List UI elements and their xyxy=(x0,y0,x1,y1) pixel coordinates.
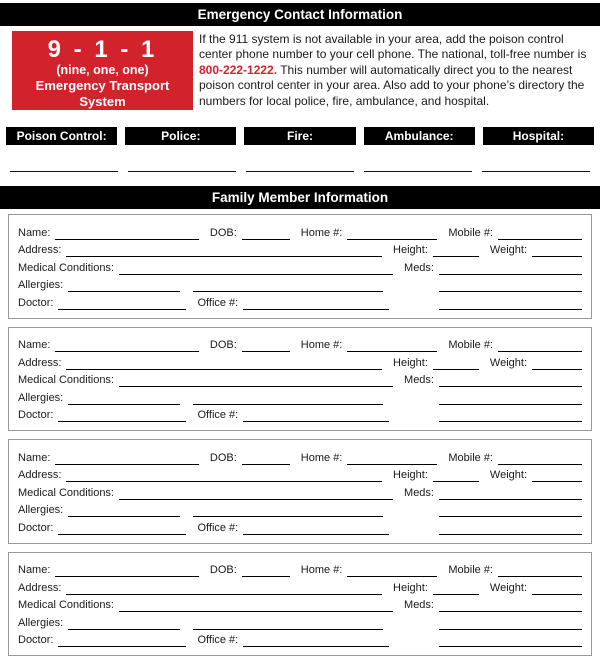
medical-conditions-label: Medical Conditions: xyxy=(18,373,119,387)
family-member-list xyxy=(0,214,600,656)
medical-conditions-label: Medical Conditions: xyxy=(18,486,119,500)
office-phone-label: Office #: xyxy=(197,408,243,422)
poison-control-number-line[interactable] xyxy=(10,171,118,172)
contact-label-hospital: Hospital: xyxy=(483,127,594,145)
family-row-identity xyxy=(18,222,582,240)
office-phone-line[interactable] xyxy=(243,522,389,535)
family-row-identity xyxy=(18,447,582,465)
address-line[interactable] xyxy=(66,469,382,482)
office-phone-line[interactable] xyxy=(243,409,389,422)
911-box xyxy=(12,31,193,110)
poison-control-phone-number: 800-222-1222. xyxy=(199,63,277,77)
address-label: Address: xyxy=(18,356,66,370)
meds-label: Meds: xyxy=(404,373,439,387)
contact-label-police: Police: xyxy=(125,127,236,145)
family-member-block xyxy=(8,327,592,432)
dob-line[interactable] xyxy=(242,339,290,352)
meds-continued-line[interactable] xyxy=(439,392,582,405)
weight-label: Weight: xyxy=(490,581,532,595)
name-line[interactable] xyxy=(55,452,198,465)
allergies-label: Allergies: xyxy=(18,616,68,630)
family-row-identity xyxy=(18,560,582,578)
address-line[interactable] xyxy=(66,357,382,370)
address-label: Address: xyxy=(18,468,66,482)
office-phone-label: Office #: xyxy=(197,633,243,647)
meds-continued-line[interactable] xyxy=(439,279,582,292)
office-phone-line[interactable] xyxy=(243,634,389,647)
meds-continued-line[interactable] xyxy=(439,617,582,630)
emergency-contact-labels-row xyxy=(0,127,600,145)
mobile-phone-label: Mobile #: xyxy=(448,226,498,240)
doctor-line[interactable] xyxy=(58,297,186,310)
office-phone-label: Office #: xyxy=(197,296,243,310)
police-number-line[interactable] xyxy=(128,171,236,172)
family-section-header xyxy=(0,186,600,209)
911-caption: Emergency Transport System xyxy=(12,78,193,110)
weight-line[interactable] xyxy=(532,582,582,595)
hospital-number-line[interactable] xyxy=(482,171,590,172)
weight-line[interactable] xyxy=(532,357,582,370)
home-phone-line[interactable] xyxy=(347,564,437,577)
meds-continued-line-2[interactable] xyxy=(439,409,582,422)
paragraph-text-after: This number will automatically direct you to the nearest poison control center in your area. Also add to your phone’s directory the numbers for local police, fire, ambulance, and hospital. xyxy=(199,63,584,108)
height-label: Height: xyxy=(393,356,433,370)
weight-label: Weight: xyxy=(490,356,532,370)
family-row-doctor xyxy=(18,405,582,423)
mobile-phone-label: Mobile #: xyxy=(448,451,498,465)
family-row-allergies xyxy=(18,500,582,518)
family-row-address xyxy=(18,352,582,370)
home-phone-line[interactable] xyxy=(347,227,437,240)
dob-label: DOB: xyxy=(210,451,242,465)
meds-continued-line-2[interactable] xyxy=(439,634,582,647)
dob-line[interactable] xyxy=(242,564,290,577)
contact-label-poison-control: Poison Control: xyxy=(6,127,117,145)
height-label: Height: xyxy=(393,581,433,595)
allergies-continued-line[interactable] xyxy=(193,617,383,630)
name-label: Name: xyxy=(18,338,55,352)
weight-line[interactable] xyxy=(532,469,582,482)
paragraph-text-before: If the 911 system is not available in your area, add the poison control center phone number to your cell phone. The national, toll-free number is xyxy=(199,32,586,61)
meds-continued-line-2[interactable] xyxy=(439,522,582,535)
meds-label: Meds: xyxy=(404,598,439,612)
family-row-allergies xyxy=(18,387,582,405)
family-row-address xyxy=(18,577,582,595)
allergies-line[interactable] xyxy=(68,504,180,517)
allergies-line[interactable] xyxy=(68,392,180,405)
allergies-continued-line[interactable] xyxy=(193,504,383,517)
name-label: Name: xyxy=(18,451,55,465)
allergies-label: Allergies: xyxy=(18,391,68,405)
ambulance-number-line[interactable] xyxy=(364,171,472,172)
doctor-line[interactable] xyxy=(58,634,186,647)
name-line[interactable] xyxy=(55,227,198,240)
mobile-phone-label: Mobile #: xyxy=(448,338,498,352)
doctor-line[interactable] xyxy=(58,409,186,422)
dob-line[interactable] xyxy=(242,227,290,240)
emergency-contact-form xyxy=(0,3,600,626)
meds-continued-line[interactable] xyxy=(439,504,582,517)
emergency-contact-blanks-row xyxy=(0,171,600,172)
medical-conditions-label: Medical Conditions: xyxy=(18,598,119,612)
meds-line[interactable] xyxy=(439,262,582,275)
allergies-line[interactable] xyxy=(68,279,180,292)
name-line[interactable] xyxy=(55,339,198,352)
address-label: Address: xyxy=(18,581,66,595)
emergency-section-title: Emergency Contact Information xyxy=(198,7,403,22)
dob-line[interactable] xyxy=(242,452,290,465)
family-member-block xyxy=(8,214,592,319)
weight-line[interactable] xyxy=(532,244,582,257)
mobile-phone-label: Mobile #: xyxy=(448,563,498,577)
allergies-label: Allergies: xyxy=(18,503,68,517)
911-number: 9 - 1 - 1 xyxy=(12,37,193,63)
height-label: Height: xyxy=(393,468,433,482)
family-row-address xyxy=(18,465,582,483)
address-label: Address: xyxy=(18,243,66,257)
medical-conditions-label: Medical Conditions: xyxy=(18,261,119,275)
intro-section xyxy=(12,31,588,110)
meds-line[interactable] xyxy=(439,374,582,387)
address-line[interactable] xyxy=(66,582,382,595)
contact-label-fire: Fire: xyxy=(244,127,355,145)
family-row-address xyxy=(18,240,582,258)
meds-label: Meds: xyxy=(404,261,439,275)
doctor-label: Doctor: xyxy=(18,521,58,535)
family-row-doctor xyxy=(18,630,582,648)
911-spelled-out: (nine, one, one) xyxy=(12,63,193,78)
fire-number-line[interactable] xyxy=(246,171,354,172)
family-member-block xyxy=(8,552,592,656)
office-phone-label: Office #: xyxy=(197,521,243,535)
name-line[interactable] xyxy=(55,564,198,577)
office-phone-line[interactable] xyxy=(243,297,389,310)
height-line[interactable] xyxy=(433,582,479,595)
family-row-allergies xyxy=(18,612,582,630)
meds-continued-line-2[interactable] xyxy=(439,297,582,310)
height-line[interactable] xyxy=(433,469,479,482)
home-phone-label: Home #: xyxy=(301,451,348,465)
dob-label: DOB: xyxy=(210,226,242,240)
name-label: Name: xyxy=(18,226,55,240)
medical-conditions-line[interactable] xyxy=(119,599,393,612)
family-row-doctor xyxy=(18,517,582,535)
height-label: Height: xyxy=(393,243,433,257)
dob-label: DOB: xyxy=(210,563,242,577)
medical-conditions-line[interactable] xyxy=(119,374,393,387)
family-section-title: Family Member Information xyxy=(212,190,388,205)
doctor-label: Doctor: xyxy=(18,408,58,422)
medical-conditions-line[interactable] xyxy=(119,487,393,500)
family-row-medical xyxy=(18,595,582,613)
mobile-phone-line[interactable] xyxy=(498,564,582,577)
allergies-continued-line[interactable] xyxy=(193,392,383,405)
name-label: Name: xyxy=(18,563,55,577)
height-line[interactable] xyxy=(433,244,479,257)
height-line[interactable] xyxy=(433,357,479,370)
mobile-phone-line[interactable] xyxy=(498,339,582,352)
medical-conditions-line[interactable] xyxy=(119,262,393,275)
home-phone-label: Home #: xyxy=(301,563,348,577)
family-row-allergies xyxy=(18,275,582,293)
family-row-medical xyxy=(18,370,582,388)
meds-label: Meds: xyxy=(404,486,439,500)
family-member-block xyxy=(8,439,592,544)
weight-label: Weight: xyxy=(490,468,532,482)
doctor-label: Doctor: xyxy=(18,633,58,647)
contact-label-ambulance: Ambulance: xyxy=(364,127,475,145)
family-row-medical xyxy=(18,482,582,500)
weight-label: Weight: xyxy=(490,243,532,257)
dob-label: DOB: xyxy=(210,338,242,352)
family-row-identity xyxy=(18,335,582,353)
home-phone-label: Home #: xyxy=(301,226,348,240)
doctor-line[interactable] xyxy=(58,522,186,535)
home-phone-label: Home #: xyxy=(301,338,348,352)
allergies-line[interactable] xyxy=(68,617,180,630)
home-phone-line[interactable] xyxy=(347,452,437,465)
home-phone-line[interactable] xyxy=(347,339,437,352)
mobile-phone-line[interactable] xyxy=(498,227,582,240)
meds-line[interactable] xyxy=(439,487,582,500)
allergies-label: Allergies: xyxy=(18,278,68,292)
allergies-continued-line[interactable] xyxy=(193,279,383,292)
doctor-label: Doctor: xyxy=(18,296,58,310)
emergency-section-header xyxy=(0,3,600,26)
mobile-phone-line[interactable] xyxy=(498,452,582,465)
poison-control-paragraph xyxy=(199,31,588,110)
address-line[interactable] xyxy=(66,244,382,257)
meds-line[interactable] xyxy=(439,599,582,612)
family-row-medical xyxy=(18,257,582,275)
family-row-doctor xyxy=(18,292,582,310)
